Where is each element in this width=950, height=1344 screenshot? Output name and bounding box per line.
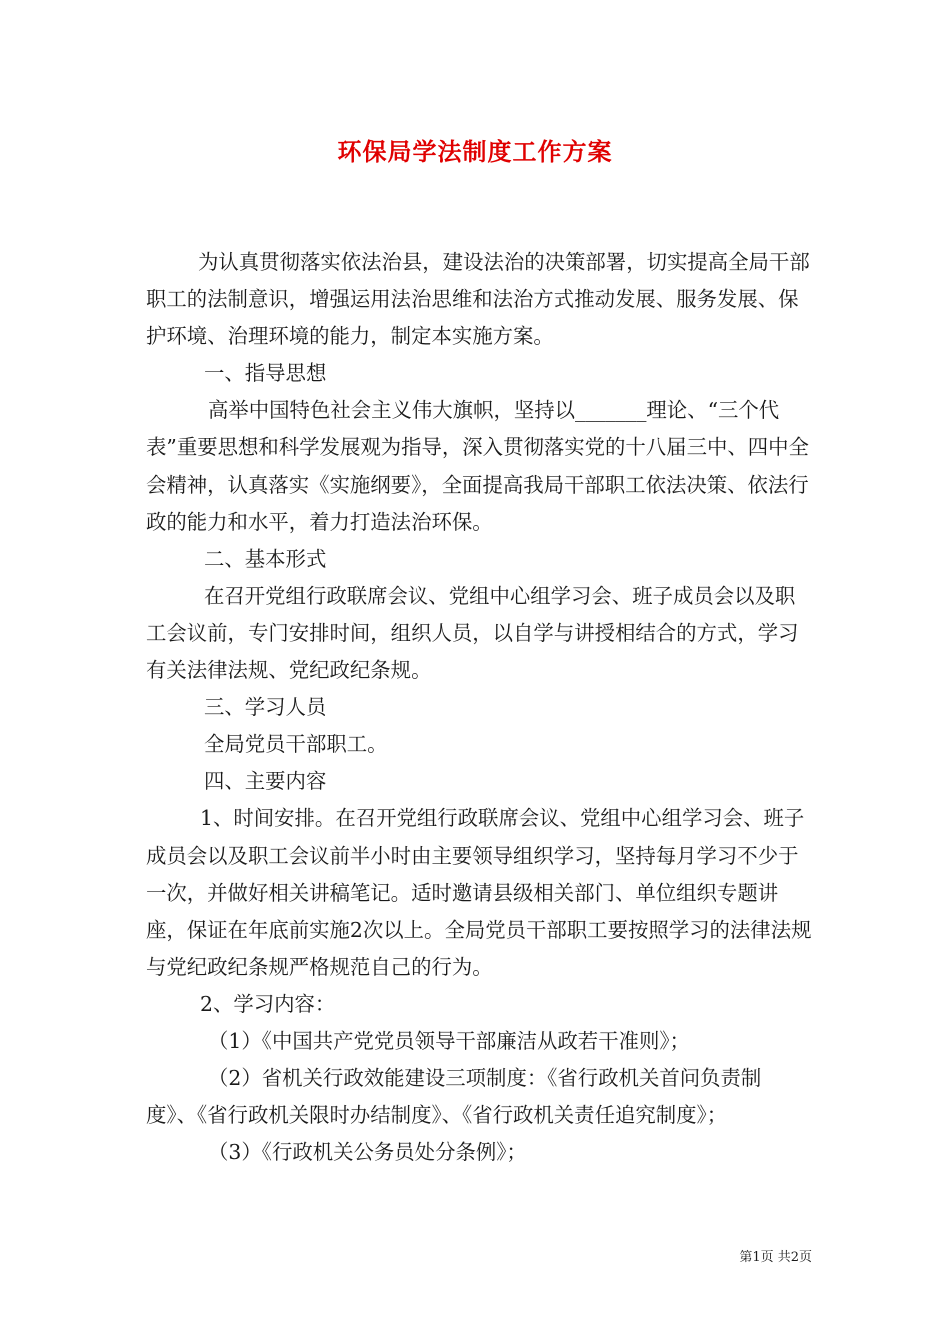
section-heading-basic-form: 二、基本形式 [204, 546, 327, 571]
schedule-paragraph: 1、时间安排。在召开党组行政联席会议、党组中心组学习会、班子成员会以及职工会议前半小时由主要领导组织学习，坚持每月学习不少于一次，并做好相关讲稿笔记。适时邀请县级相关部门、单位组织专题讲座，保证在年底前实施2次以上。全局党员干部职工要按照学习的法律法规与党纪政纪条规严格规范自己的行为。 [146, 806, 812, 979]
list-item: （1）《中国共产党党员领导干部廉洁从政若干准则》； [208, 1028, 690, 1053]
document-body [146, 244, 812, 1171]
section-heading-learners: 三、学习人员 [204, 695, 327, 720]
learners-paragraph: 全局党员干部职工。 [204, 732, 388, 757]
section-heading-guiding-thought: 一、指导思想 [204, 361, 327, 386]
section-heading-main-content: 四、主要内容 [204, 769, 327, 794]
basic-form-paragraph: 在召开党组行政联席会议、党组中心组学习会、班子成员会以及职工会议前，专门安排时间，组织人员，以自学与讲授相结合的方式，学习有关法律法规、党纪政纪条规。 [146, 583, 799, 683]
list-item: （2）省机关行政效能建设三项制度：《省行政机关首问负责制度》、《省行政机关限时办结制度》、《省行政机关责任追究制度》； [146, 1066, 762, 1128]
guiding-thought-paragraph: 高举中国特色社会主义伟大旗帜，坚持以_______理论、“三个代表”重要思想和科学发展观为指导，深入贯彻落实党的十八届三中、四中全会精神，认真落实《实施纲要》，全面提高我局干部职工依法决策、依法行政的能力和水平，着力打造法治环保。 [146, 398, 809, 534]
page-number: 第1页 共2页 [739, 1250, 812, 1265]
list-item: （3）《行政机关公务员处分条例》； [208, 1140, 527, 1165]
learning-content-heading: 2、学习内容： [200, 991, 336, 1016]
intro-paragraph: 为认真贯彻落实依法治县，建设法治的决策部署，切实提高全局干部职工的法制意识，增强运用法治思维和法治方式推动发展、服务发展、保护环境、治理环境的能力，制定本实施方案。 [146, 250, 810, 349]
document-title: 环保局学法制度工作方案 [337, 137, 613, 166]
